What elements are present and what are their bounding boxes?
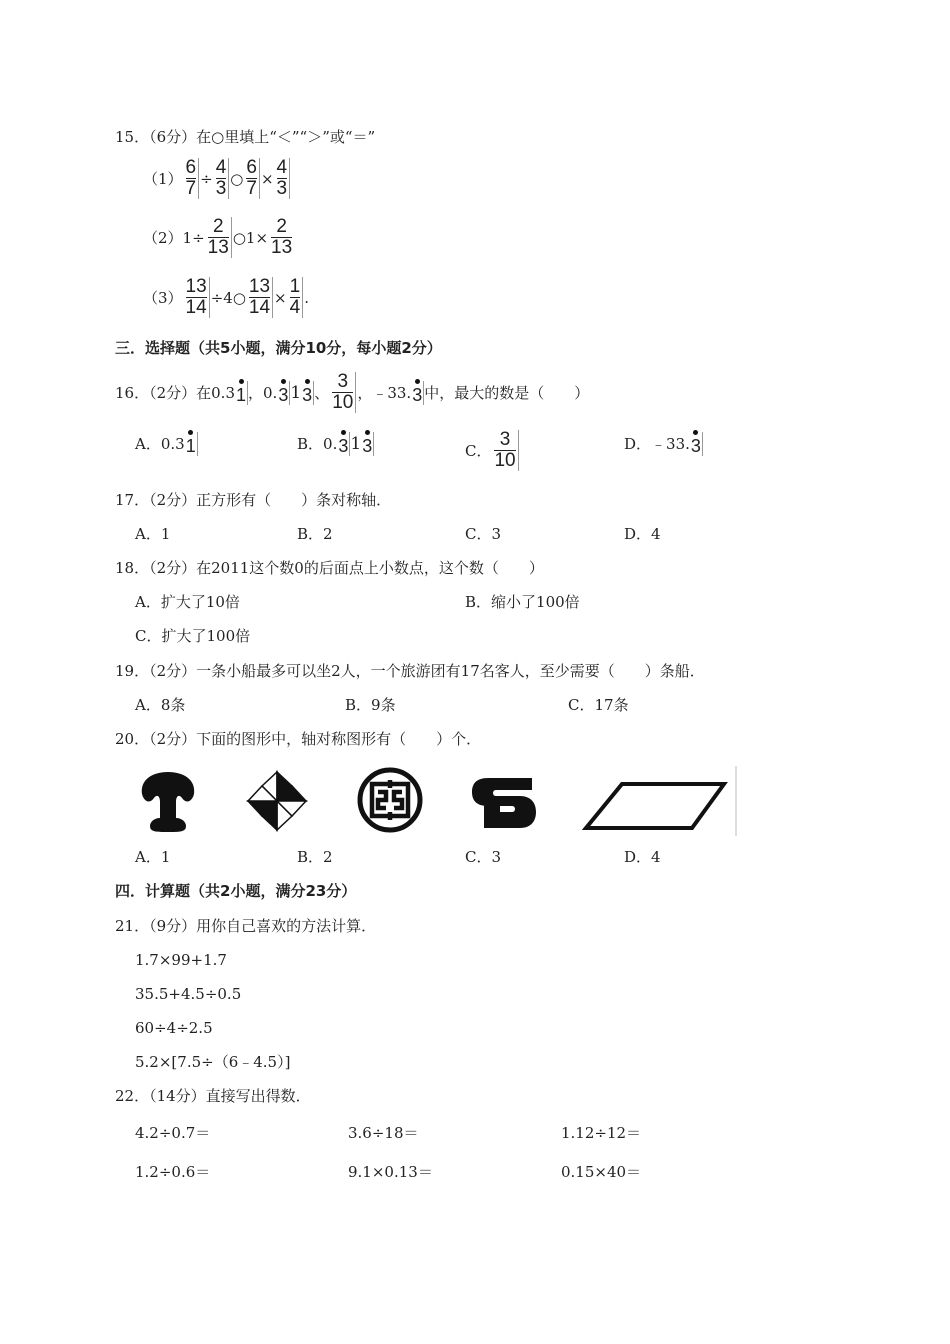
fraction: $\frac{2}{13}$: [271, 216, 293, 258]
q16-stem-text: ，﹣33.: [357, 383, 412, 402]
repeating-digit: 1: [185, 432, 198, 456]
period: .: [304, 288, 309, 307]
repeating-digit: 3: [301, 381, 314, 405]
option-text: B．0.: [297, 435, 338, 453]
fraction: $\frac{4}{3}$: [214, 158, 230, 199]
fraction: $\frac{1}{4}$: [288, 277, 304, 318]
q15-p3-label: （3）: [143, 288, 183, 307]
fraction: $\frac{4}{3}$: [275, 158, 291, 199]
q17-option-b[interactable]: B．2: [297, 525, 333, 543]
repeating-digit: 3: [277, 381, 290, 405]
q15-p1-label: （1）: [143, 169, 183, 188]
q19-option-a[interactable]: A．8条: [135, 696, 186, 714]
q20-option-c[interactable]: C．3: [465, 848, 502, 866]
q17-option-c[interactable]: C．3: [465, 525, 502, 543]
q15-part2: [143, 217, 295, 261]
q16-option-c[interactable]: [465, 430, 520, 474]
option-text: A．0.3: [135, 435, 185, 453]
q16-stem-text: 16．（2分）在0.3: [115, 383, 235, 402]
option-text: D．﹣33.: [624, 435, 690, 453]
repeating-digit: 3: [411, 381, 424, 405]
option-text: 1: [350, 434, 362, 454]
q21-expression-1: 1.7×99+1.7: [135, 951, 227, 969]
compare-circle: ○: [230, 169, 244, 188]
q16-option-a[interactable]: [135, 432, 198, 476]
q20-option-a[interactable]: A．1: [135, 848, 171, 866]
repeating-digit: 3: [337, 432, 350, 456]
q19-stem: 19．（2分）一条小船最多可以坐2人，一个旅游团有17名客人，至少需要（ ）条船．: [115, 662, 705, 680]
expression-text: 1÷: [182, 228, 205, 247]
fraction: $\frac{6}{7}$: [184, 158, 200, 199]
fraction: $\frac{6}{7}$: [244, 158, 260, 199]
q18-option-a[interactable]: A．扩大了10倍: [135, 593, 240, 611]
shape-s-logo-figure: [470, 774, 538, 832]
q18-stem: 18．（2分）在2011这个数0的后面点上小数点，这个数（ ）: [115, 559, 544, 577]
q21-stem: 21．（9分）用你自己喜欢的方法计算．: [115, 917, 377, 935]
q16-stem-text: 、: [314, 383, 330, 402]
q20-option-d[interactable]: D．4: [624, 848, 661, 866]
section-3-heading: 三．选择题（共5小题，满分10分，每小题2分）: [115, 339, 442, 357]
q22-item: 3.6÷18＝: [348, 1124, 419, 1142]
q16-stem-text: 中，最大的数是（ ）: [424, 383, 590, 402]
q22-item: 0.15×40＝: [561, 1163, 642, 1181]
q15-p2-label: （2）: [143, 228, 183, 247]
fraction: $\frac{13}{14}$: [247, 277, 273, 318]
operator: ×: [260, 169, 274, 188]
operator: ÷4: [210, 288, 233, 307]
repeating-digit: 1: [235, 381, 248, 405]
q17-stem: 17．（2分）正方形有（ ）条对称轴．: [115, 491, 392, 509]
fraction: $\frac{2}{13}$: [206, 217, 232, 258]
repeating-digit: 3: [690, 432, 703, 456]
compare-circle: ○: [232, 288, 246, 307]
q22-item: 9.1×0.13＝: [348, 1163, 433, 1181]
section-4-heading: 四．计算题（共2小题，满分23分）: [115, 882, 357, 900]
q19-option-b[interactable]: B．9条: [345, 696, 396, 714]
fraction: $\frac{3}{10}$: [492, 430, 518, 471]
compare-circle: ○: [232, 228, 246, 247]
q15-part1: [143, 158, 291, 202]
q18-option-b[interactable]: B．缩小了100倍: [465, 593, 580, 611]
q20-stem: 20．（2分）下面的图形中，轴对称图形有（ ）个．: [115, 730, 482, 748]
q21-expression-4: 5.2×[7.5÷（6﹣4.5）]: [135, 1053, 291, 1071]
q17-option-d[interactable]: D．4: [624, 525, 661, 543]
q16-stem-text: 1: [290, 382, 302, 403]
fraction: $\frac{13}{14}$: [184, 277, 210, 318]
expression-text: 1×: [245, 228, 269, 247]
q19-option-c[interactable]: C．17条: [568, 696, 629, 714]
shape-circle-logo-figure: [356, 766, 424, 834]
q16-stem-text: ，0.: [248, 383, 278, 402]
q16-option-d[interactable]: [624, 432, 703, 476]
shape-mushroom-figure: [136, 768, 200, 834]
q16-stem: [115, 372, 589, 416]
q15-stem: 15．（6分）在○里填上“＜”“＞”或“＝”: [115, 128, 376, 146]
q18-option-c[interactable]: C．扩大了100倍: [135, 627, 251, 645]
q21-expression-2: 35.5+4.5÷0.5: [135, 985, 242, 1003]
operator: ÷: [200, 169, 213, 188]
q22-stem: 22．（14分）直接写出得数．: [115, 1087, 311, 1105]
fraction: $\frac{3}{10}$: [330, 372, 356, 413]
q22-item: 1.12÷12＝: [561, 1124, 642, 1142]
q15-part3: [143, 277, 309, 321]
shape-parallelogram-figure: [580, 766, 740, 836]
q17-option-a[interactable]: A．1: [135, 525, 171, 543]
shape-pinwheel-figure: [240, 768, 314, 834]
option-text: C．: [465, 441, 492, 460]
q22-item: 1.2÷0.6＝: [135, 1163, 211, 1181]
q16-option-b[interactable]: [297, 432, 374, 476]
q22-item: 4.2÷0.7＝: [135, 1124, 211, 1142]
operator: ×: [274, 288, 287, 307]
q21-expression-3: 60÷4÷2.5: [135, 1019, 213, 1037]
repeating-digit: 3: [361, 432, 374, 456]
q20-option-b[interactable]: B．2: [297, 848, 333, 866]
